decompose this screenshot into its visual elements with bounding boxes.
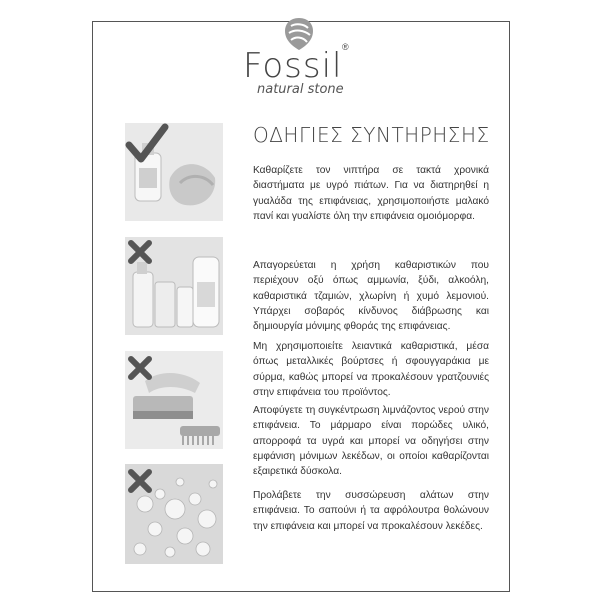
cleaning-products-image — [125, 237, 223, 335]
registered-mark: ® — [342, 42, 349, 52]
brand-tagline: natural stone — [257, 82, 344, 97]
page-title: ΟΔΗΓΙΕΣ ΣΥΝΤΗΡΗΣΗΣ — [253, 123, 490, 147]
care-instructions-card — [92, 21, 510, 592]
instruction-text-2: Απαγορεύεται η χρήση καθαριστικών που περιέχουν οξύ όπως αμμωνία, ξύδι, αλκοόλη, καθαριστικά τζαμιών, χλωρίνη ή χυμό λεμονιού. Υπάρχει σοβαρός κίνδυνος διάβρωσης και δημιουργία μόνιμης φθοράς της επιφάνειας. — [253, 260, 489, 333]
dish-soap-image — [125, 123, 223, 221]
instruction-text-1: Καθαρίζετε τον νιπτήρα σε τακτά χρονικά διαστήματα με υγρό πιάτων. Για να διατηρηθεί η γυαλάδα της επιφάνειας, χρησιμοποιήστε μαλακό πανί και γυαλίστε όλη την επιφάνεια ομοιόμορφα. — [253, 165, 489, 222]
instruction-text-5: Προλάβετε την συσσώρευση αλάτων στην επιφάνεια. Το σαπούνι ή τα αφρόλουτρα θολώνουν την επιφάνεια και μπορεί να προκαλέσουν λεκέδες. — [253, 490, 489, 532]
limescale-bubbles-image — [125, 464, 223, 564]
instruction-text-4: Αποφύγετε τη συγκέντρωση λιμνάζοντος νερού στην επιφάνεια. Το μάρμαρο είναι πορώδες υλικό, απορροφά τα υγρά και μπορεί να οδηγήσει στην εμφάνιση μόνιμων λεκέδων, οι οποίοι καθαρίζονται εξαιρετικά δύσκολα. — [253, 405, 489, 478]
brand-name: Fossil — [243, 46, 343, 86]
instruction-text-3: Μη χρησιμοποιείτε λειαντικά καθαριστικά, μέσα όπως μεταλλικές βούρτσες ή σφουγγαράκια με σύρμα, καθώς μπορεί να προκαλέσουν γρατζουνιές στην επιφάνεια του προϊόντος. — [253, 341, 489, 398]
scrubbing-sponge-image — [125, 351, 223, 449]
brand-logo — [93, 22, 509, 122]
